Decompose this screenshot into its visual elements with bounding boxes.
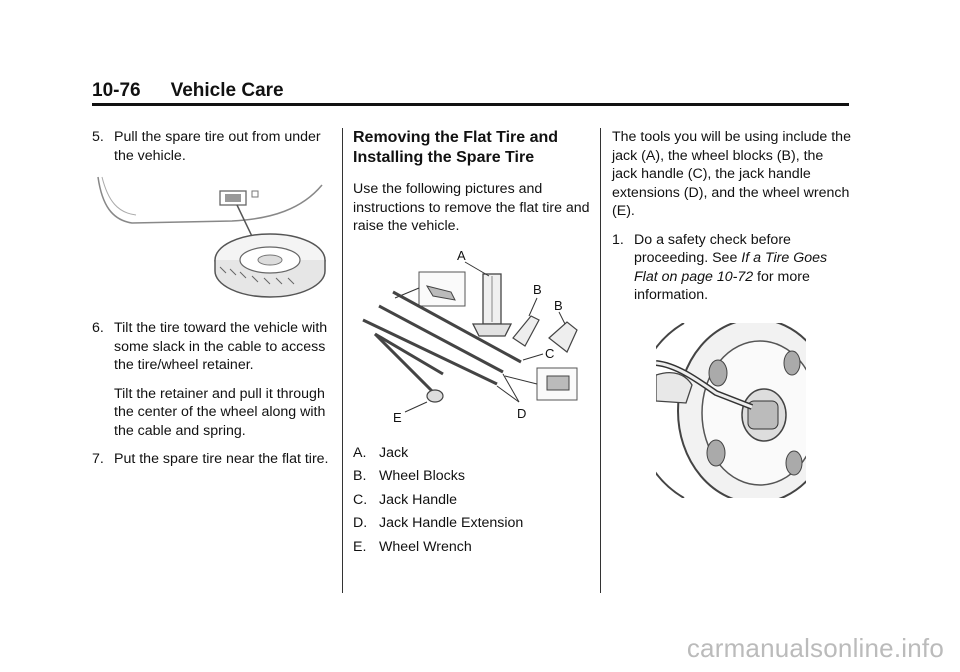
page-number: 10-76 [92, 80, 141, 101]
page-reference-link[interactable]: If a Tire Goes Flat on page 10-72 [634, 250, 828, 285]
step-5 [92, 128, 332, 165]
legend-letter: B. [353, 468, 367, 484]
column-divider [342, 128, 343, 593]
tool-legend [353, 444, 590, 557]
column-3 [612, 128, 852, 498]
step-7 [92, 450, 332, 469]
label-b: B [554, 297, 563, 313]
step-6-subtext: Tilt the retainer and pull it through the center of the wheel along with the cable and spring. [114, 385, 326, 439]
step-text: Tilt the tire toward the vehicle with some slack in the cable to access the tire/wheel retainer. [114, 320, 328, 373]
legend-item [353, 538, 590, 557]
step-text: Put the spare tire near the flat tire. [114, 451, 329, 467]
legend-text: Jack Handle [379, 491, 458, 508]
step-1 [612, 231, 852, 305]
label-c: C [545, 345, 555, 361]
intro-text: Use the following pictures and instructions to remove the flat tire and raise the vehicle. [353, 181, 590, 234]
legend-text: Jack Handle Extension [379, 515, 524, 531]
legend-item [353, 514, 590, 533]
step-number: 6. [92, 320, 104, 336]
legend-letter: A. [353, 444, 367, 461]
watermark: carmanualsonline.info [686, 633, 944, 663]
legend-text: Jack [379, 444, 409, 461]
label-e: E [393, 409, 402, 425]
legend-item [353, 491, 590, 510]
step-number: 7. [92, 451, 104, 467]
label-d: D [517, 405, 527, 421]
spare-tire-illustration [92, 175, 332, 305]
step-text-post: for more information. [634, 268, 810, 303]
label-b: B [533, 281, 542, 297]
wheel-wrench-illustration [656, 323, 806, 498]
legend-item [353, 467, 590, 486]
step-number: 5. [92, 129, 104, 145]
section-heading: Removing the Flat Tire and Installing the Spare Tire [353, 129, 559, 166]
step-number: 1. [612, 231, 624, 248]
tools-intro-text: The tools you will be using include the jack (A), the wheel blocks (B), the jack handle (C), the jack handle extensions (D), and the wheel wrench (E). [612, 129, 851, 219]
step-6 [92, 319, 332, 375]
step-text [634, 231, 852, 305]
step-text-pre: Do a safety check before proceeding. See [634, 231, 791, 266]
column-divider [600, 128, 601, 593]
legend-text: Wheel Wrench [379, 538, 472, 555]
tools-illustration [353, 246, 590, 436]
label-a: A [457, 247, 466, 263]
section-title: Vehicle Care [170, 80, 284, 101]
legend-letter: E. [353, 538, 367, 555]
column-1 [92, 128, 332, 479]
page-header [92, 80, 284, 102]
header-rule [92, 103, 849, 106]
step-text: Pull the spare tire out from under the vehicle. [114, 129, 321, 164]
legend-item [353, 444, 590, 463]
legend-letter: D. [353, 515, 368, 531]
column-2 [353, 128, 590, 561]
legend-letter: C. [353, 491, 368, 508]
legend-text: Wheel Blocks [379, 468, 465, 484]
